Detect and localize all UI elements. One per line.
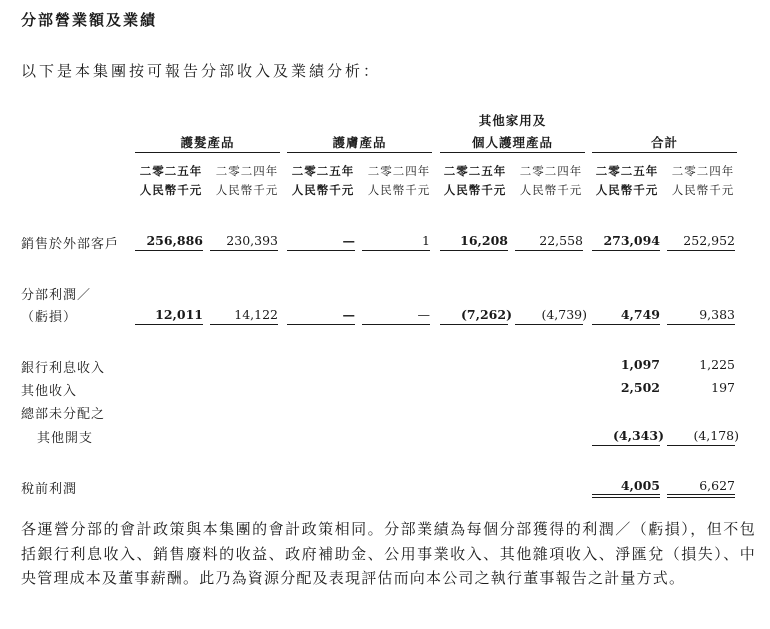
total-rule — [667, 250, 735, 251]
segment-header-haircare: 護髮產品 — [180, 135, 235, 150]
total-rule — [135, 250, 203, 251]
column-header-2025: 二零二五年 人民幣千元 — [291, 164, 355, 197]
column-header-2025: 二零二五年 人民幣千元 — [443, 164, 507, 197]
segment-rule — [440, 152, 585, 153]
total-rule — [210, 250, 278, 251]
segment-header-total: 合計 — [650, 135, 678, 150]
cell-profit-total-2024: 9,383 — [699, 307, 735, 322]
cell-sales-total-2024: 252,952 — [683, 233, 735, 248]
cell-profit-skincare-2025: — — [342, 307, 355, 322]
segment-header-pre-other-household: 其他家用及 — [478, 113, 547, 128]
cell-sales-personal-2024: 22,558 — [539, 233, 583, 248]
row-label-sales: 銷售於外部客戶 — [21, 237, 120, 252]
total-rule — [362, 250, 430, 251]
cell-pretax-2024: 6,627 — [699, 478, 735, 493]
cell-sales-haircare-2024: 230,393 — [226, 233, 278, 248]
cell-other-income-2024: 197 — [711, 380, 735, 395]
cell-sales-haircare-2025: 256,886 — [146, 233, 203, 248]
total-rule — [135, 324, 203, 325]
row-label-bank-interest: 銀行利息收入 — [21, 361, 106, 376]
column-header-2025: 二零二五年 人民幣千元 — [595, 164, 659, 197]
row-label-profit-before-tax: 稅前利潤 — [21, 482, 78, 497]
cell-profit-personal-2025: (7,262) — [461, 307, 512, 322]
cell-profit-skincare-2024: — — [417, 307, 430, 322]
double-total-rule — [667, 494, 735, 498]
segment-rule — [287, 152, 432, 153]
segment-header-skincare: 護膚產品 — [332, 135, 387, 150]
segment-rule — [592, 152, 737, 153]
column-header-2024: 二零二四年 人民幣千元 — [215, 164, 279, 197]
segment-rule — [135, 152, 280, 153]
row-label-other-expenses: 其他開支 — [37, 431, 94, 446]
segment-header-personal-care: 個人護理產品 — [471, 135, 553, 150]
row-label-unallocated: 總部未分配之 — [21, 407, 106, 422]
cell-unallocated-2024: (4,178) — [693, 428, 739, 443]
row-label-segment-loss: （虧損） — [21, 310, 78, 325]
double-total-rule — [592, 494, 660, 498]
total-rule — [592, 250, 660, 251]
cell-interest-2025: 1,097 — [620, 357, 660, 372]
cell-profit-haircare-2025: 12,011 — [155, 307, 203, 322]
cell-sales-skincare-2025: — — [342, 233, 355, 248]
row-label-segment-profit: 分部利潤／ — [21, 288, 92, 303]
total-rule — [592, 445, 660, 446]
cell-sales-personal-2025: 16,208 — [460, 233, 508, 248]
cell-unallocated-2025: (4,343) — [613, 428, 664, 443]
cell-sales-skincare-2024: 1 — [422, 233, 430, 248]
cell-other-income-2025: 2,502 — [620, 380, 660, 395]
intro-text: 以下是本集團按可報告分部收入及業績分析： — [21, 62, 382, 80]
total-rule — [515, 324, 583, 325]
total-rule — [440, 250, 508, 251]
cell-sales-total-2025: 273,094 — [603, 233, 660, 248]
row-label-other-income: 其他收入 — [21, 384, 78, 399]
column-header-2025: 二零二五年 人民幣千元 — [139, 164, 203, 197]
column-header-2024: 二零二四年 人民幣千元 — [519, 164, 583, 197]
accounting-policy-note: 各運營分部的會計政策與本集團的會計政策相同。分部業績為每個分部獲得的利潤／（虧損），但不包括銀行利息收入、銷售廢料的收益、政府補助金、公用事業收入、其他雜項收入、淨匯兌（損失）、中央管理成本及董事薪酬。此乃為資源分配及表現評估而向本公司之執行董事報告之計量方式。 — [21, 520, 756, 587]
total-rule — [440, 324, 508, 325]
cell-profit-personal-2024: (4,739) — [541, 307, 587, 322]
cell-profit-haircare-2024: 14,122 — [234, 307, 278, 322]
total-rule — [287, 250, 355, 251]
total-rule — [515, 250, 583, 251]
total-rule — [362, 324, 430, 325]
cell-interest-2024: 1,225 — [699, 357, 735, 372]
total-rule — [287, 324, 355, 325]
total-rule — [592, 324, 660, 325]
cell-profit-total-2025: 4,749 — [620, 307, 660, 322]
section-title: 分部營業額及業績 — [21, 11, 158, 29]
column-header-2024: 二零二四年 人民幣千元 — [671, 164, 735, 197]
total-rule — [667, 445, 735, 446]
total-rule — [210, 324, 278, 325]
total-rule — [667, 324, 735, 325]
column-header-2024: 二零二四年 人民幣千元 — [367, 164, 431, 197]
cell-pretax-2025: 4,005 — [620, 478, 660, 493]
